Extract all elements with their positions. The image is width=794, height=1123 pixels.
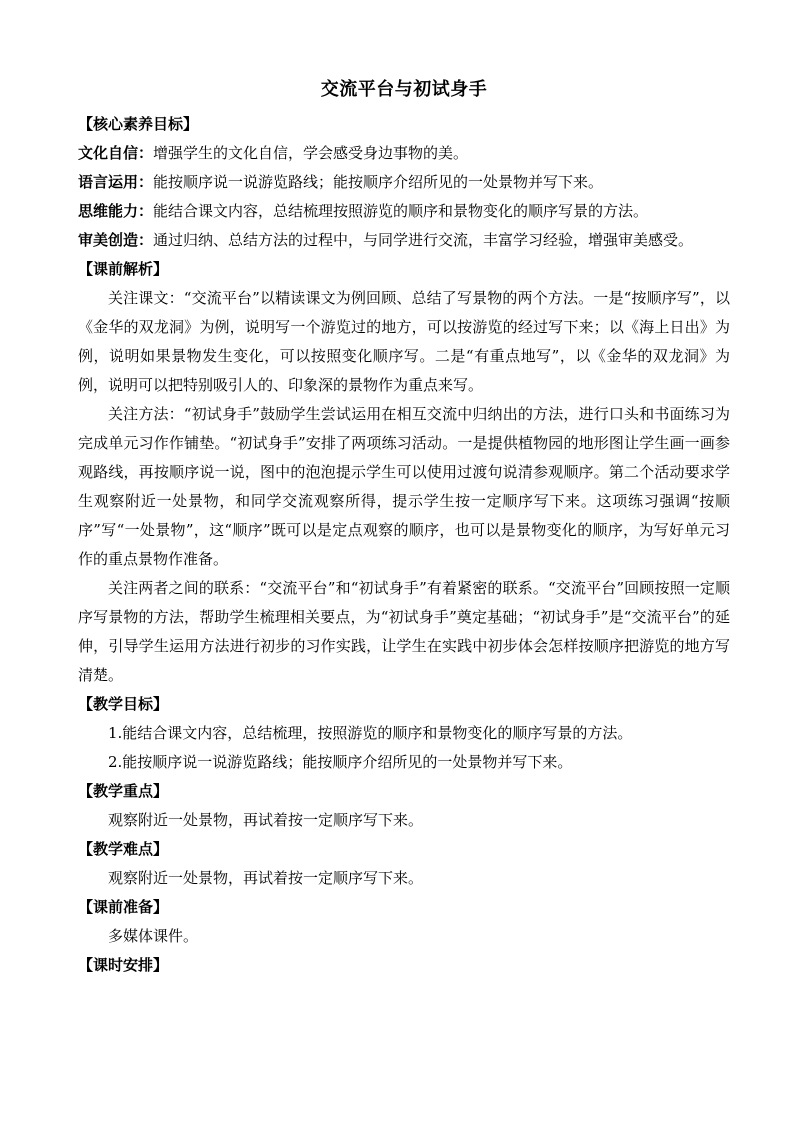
core-goal-label: 文化自信： [78, 144, 154, 162]
core-goal-item [78, 197, 730, 226]
section-heading-preparation: 【课前准备】 [78, 898, 169, 916]
core-goal-label: 审美创造： [78, 231, 154, 249]
analysis-paragraph: 关注两者之间的联系：“交流平台”和“初试身手”有着紧密的联系。“交流平台”回顾按照一定顺序写景物的方法，帮助学生梳理相关要点，为“初试身手”奠定基础；“初试身手”是“交流平台”的延伸，引导学生运用方法进行初步的习作实践，让学生在实践中初步体会怎样按顺序把游览的地方写清楚。 [78, 579, 730, 684]
teaching-goal-item: 1.能结合课文内容，总结梳理，按照游览的顺序和景物变化的顺序写景的方法。 [108, 724, 633, 742]
core-goal-label: 语言运用： [78, 173, 154, 191]
analysis-paragraph: 关注方法：“初试身手”鼓励学生尝试运用在相互交流中归纳出的方法，进行口头和书面练习为完成单元习作作铺垫。“初试身手”安排了两项练习活动。一是提供植物园的地形图让学生画一画参观路线，再按顺序说一说，图中的泡泡提示学生可以使用过渡句说清参观顺序。第二个活动要求学生观察附近一处景物，和同学交流观察所得，提示学生按一定顺序写下来。这项练习强调“按顺序”写“一处景物”，这“顺序”既可以是定点观察的顺序，也可以是景物变化的顺序，为写好单元习作的重点景物作准备。 [78, 405, 730, 568]
core-goal-item [78, 139, 730, 168]
core-goal-text: 增强学生的文化自信，学会感受身边事物的美。 [153, 144, 469, 162]
section-heading-difficulties: 【教学难点】 [78, 840, 169, 858]
section-heading-schedule: 【课时安排】 [78, 956, 169, 974]
section-heading-analysis: 【课前解析】 [78, 260, 169, 278]
preparation-text: 多媒体课件。 [108, 927, 199, 945]
core-goal-text: 能按顺序说一说游览路线；能按顺序介绍所见的一处景物并写下来。 [153, 173, 604, 191]
core-goal-item [78, 168, 730, 197]
section-heading-key-points: 【教学重点】 [78, 782, 169, 800]
section-heading-teaching-goals: 【教学目标】 [78, 695, 169, 713]
difficulties-text: 观察附近一处景物，再试着按一定顺序写下来。 [108, 869, 424, 887]
document-page [78, 78, 730, 980]
teaching-goal-item: 2.能按顺序说一说游览路线；能按顺序介绍所见的一处景物并写下来。 [108, 753, 573, 771]
analysis-paragraph: 关注课文：“交流平台”以精读课文为例回顾、总结了写景物的两个方法。一是“按顺序写”，以《金华的双龙洞》为例，说明写一个游览过的地方，可以按游览的经过写下来；以《海上日出》为例，说明如果景物发生变化，可以按照变化顺序写。二是“有重点地写”，以《金华的双龙洞》为例，说明可以把特别吸引人的、印象深的景物作为重点来写。 [78, 289, 730, 394]
document-title: 交流平台与初试身手 [320, 79, 488, 100]
section-heading-core-goals: 【核心素养目标】 [78, 115, 199, 133]
core-goal-text: 通过归纳、总结方法的过程中，与同学进行交流，丰富学习经验，增强审美感受。 [153, 231, 694, 249]
core-goal-label: 思维能力： [78, 202, 154, 220]
core-goal-text: 能结合课文内容，总结梳理按照游览的顺序和景物变化的顺序写景的方法。 [153, 202, 649, 220]
core-goal-item [78, 226, 730, 255]
key-points-text: 观察附近一处景物，再试着按一定顺序写下来。 [108, 811, 424, 829]
